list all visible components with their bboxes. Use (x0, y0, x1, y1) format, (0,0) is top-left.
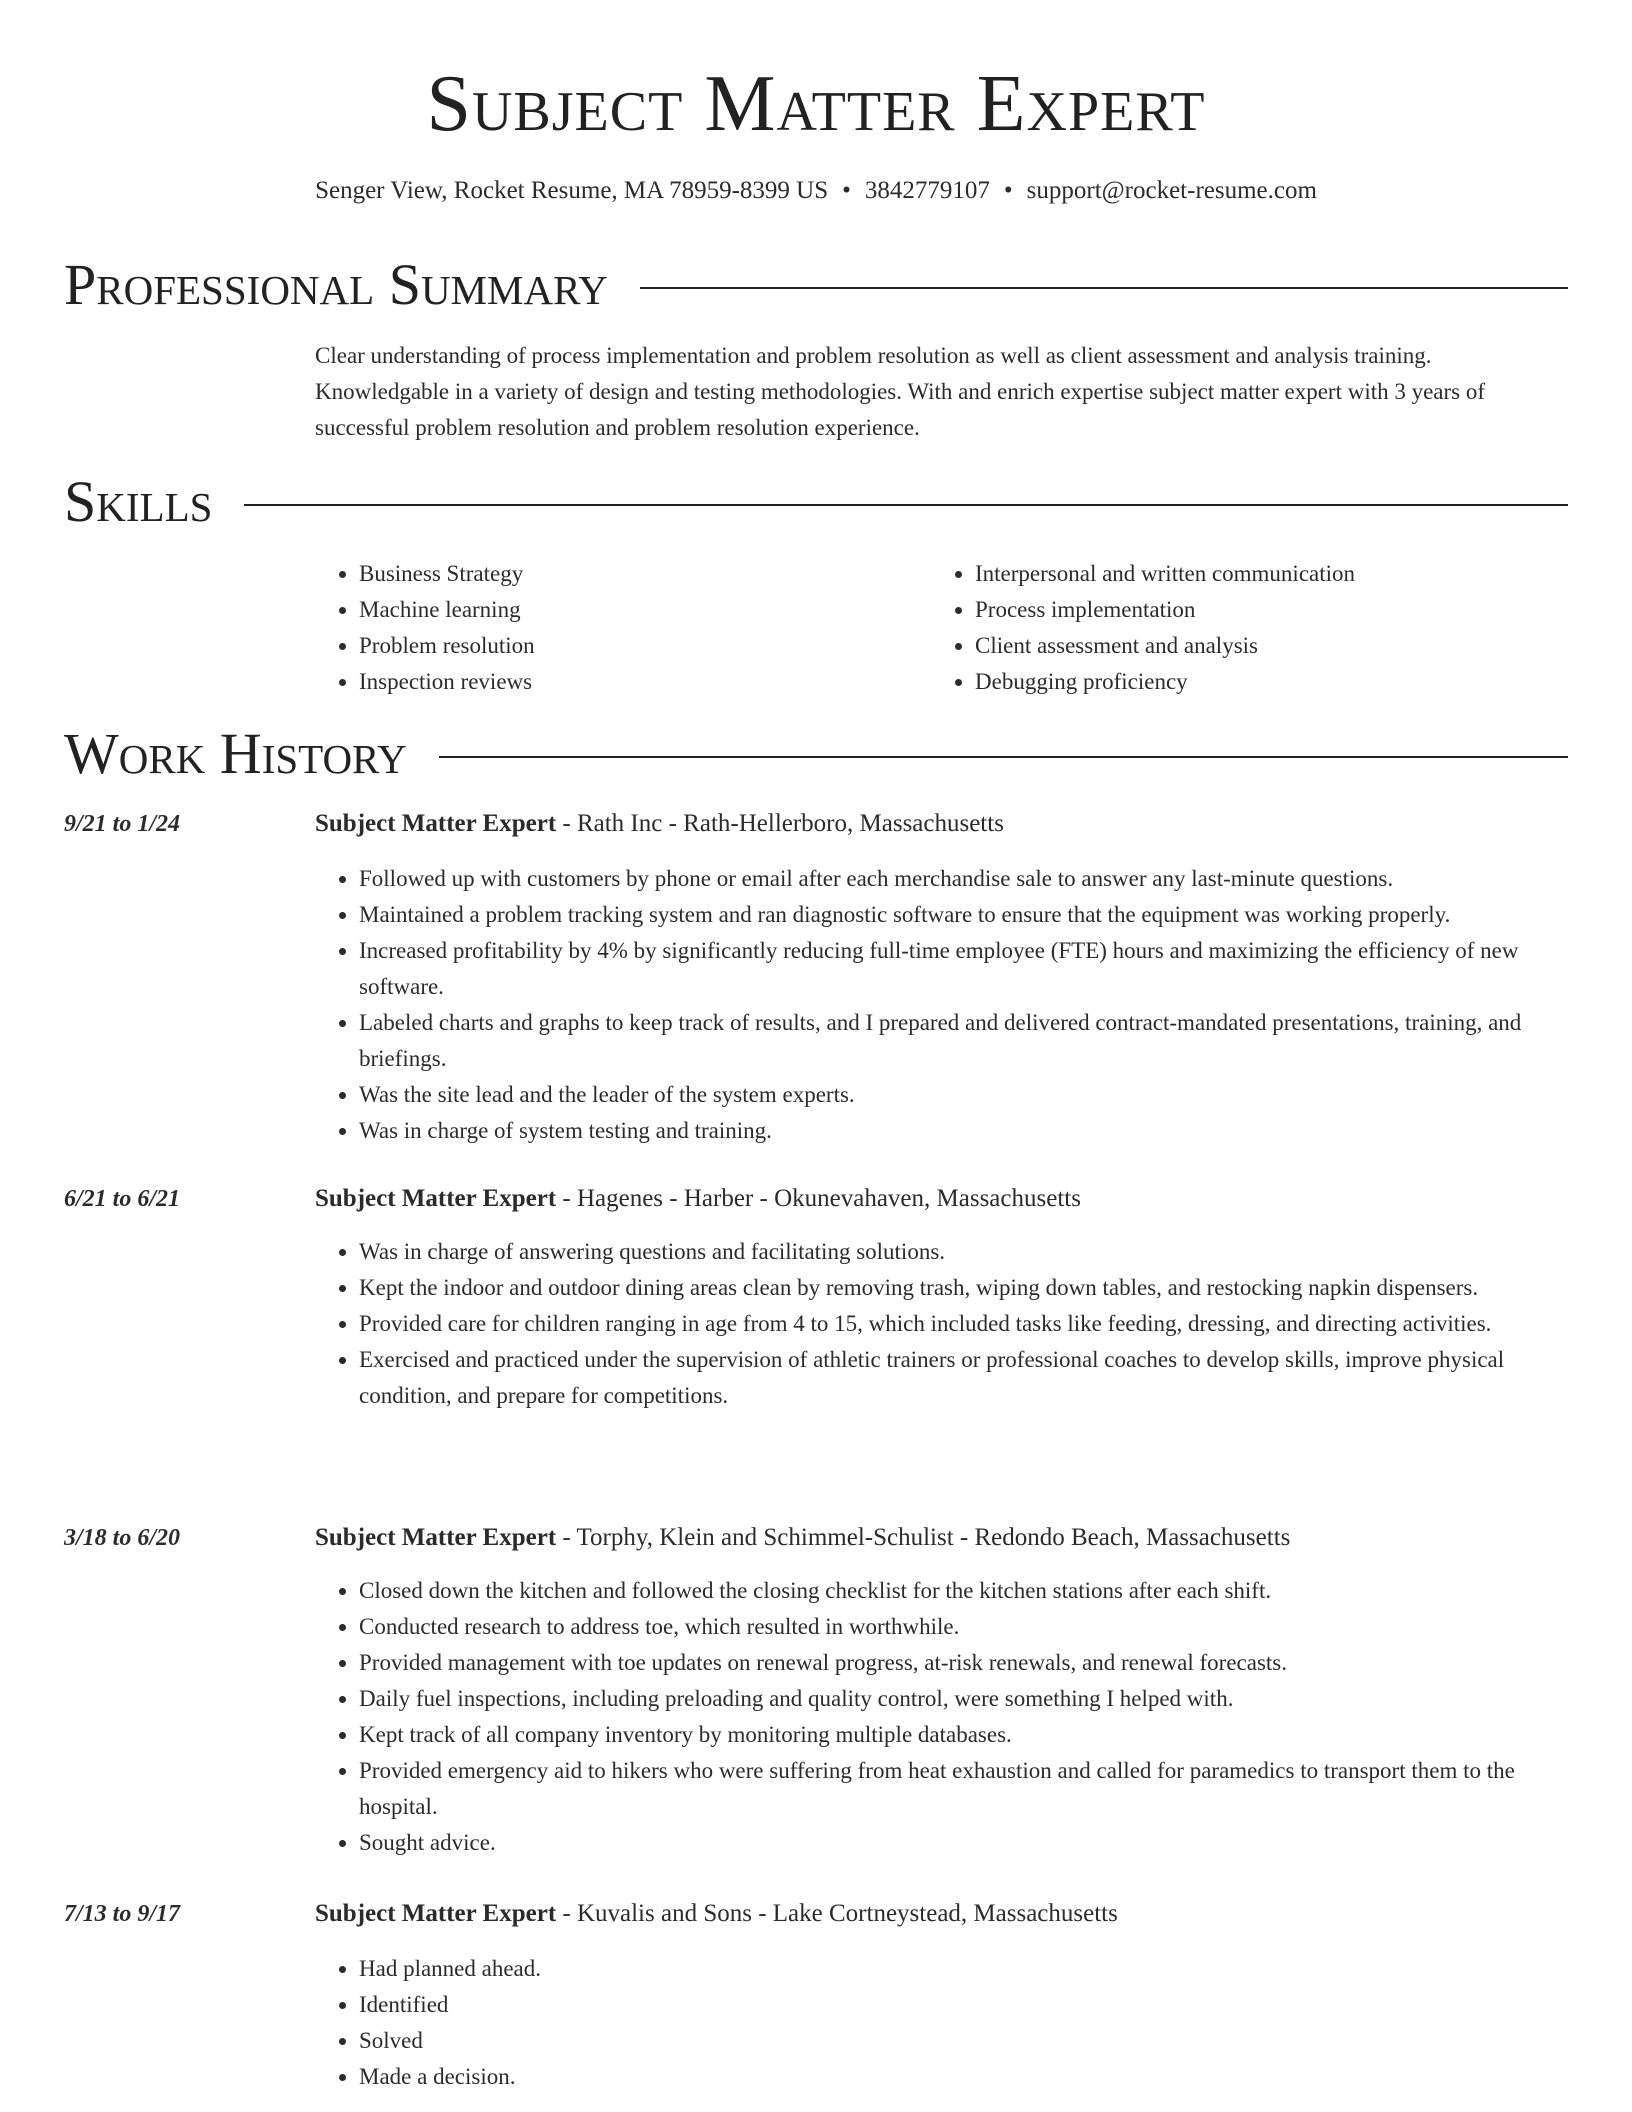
list-item: • Sought advice. (359, 1825, 1568, 1861)
skill-item: • Inspection reviews (359, 664, 931, 700)
skill-item: • Interpersonal and written communication (975, 556, 1547, 592)
job-bullets (315, 1573, 1568, 1861)
skills-column-left (315, 556, 931, 700)
phone: 3842779107 (864, 177, 990, 204)
list-item: • Maintained a problem tracking system and ran diagnostic software to ensure that the equipment was working properly. (359, 897, 1568, 933)
skills-list (315, 556, 1568, 700)
section-title: Professional Summary (64, 252, 608, 317)
list-item: • Identified (359, 1987, 1568, 2023)
list-item: • Was in charge of system testing and training. (359, 1113, 1568, 1149)
list-item: • Had planned ahead. (359, 1951, 1568, 1987)
list-item: • Kept the indoor and outdoor dining areas clean by removing trash, wiping down tables, and restocking napkin dispensers. (359, 1270, 1568, 1306)
list-item: • Provided emergency aid to hikers who were suffering from heat exhaustion and called for paramedics to transport them to the hospital. (359, 1753, 1568, 1825)
candidate-name: Subject Matter Expert (426, 60, 1206, 148)
list-item: • Closed down the kitchen and followed the closing checklist for the kitchen stations after each shift. (359, 1573, 1568, 1609)
separator: • (842, 177, 851, 204)
job-company: - Rath Inc - Rath-Hellerboro, Massachusetts (556, 810, 1004, 837)
skills-section-header (64, 469, 1568, 535)
address: Senger View, Rocket Resume, MA 78959-8399 US (315, 177, 829, 204)
list-item: • Made a decision. (359, 2059, 1568, 2095)
email-link[interactable]: support@rocket-resume.com (1026, 177, 1317, 204)
section-divider (640, 287, 1568, 289)
job-company: - Kuvalis and Sons - Lake Cortneystead, Massachusetts (556, 1900, 1118, 1927)
list-item: • Provided care for children ranging in age from 4 to 15, which included tasks like feeding, dressing, and directing activities. (359, 1306, 1568, 1342)
list-item: • Conducted research to address toe, which resulted in worthwhile. (359, 1609, 1568, 1645)
list-item: • Was in charge of answering questions and facilitating solutions. (359, 1234, 1568, 1270)
section-divider (439, 756, 1568, 758)
skill-item: • Business Strategy (359, 556, 931, 592)
contact-line (0, 175, 1632, 207)
summary-text: Clear understanding of process implementation and problem resolution as well as client assessment and analysis training. Knowledgable in a variety of design and testing methodologies. With and enrich expertise subject matter expert with 3 years of successful problem resolution and problem resolution experience. (315, 343, 1486, 440)
job-company: - Torphy, Klein and Schimmel-Schulist - Redondo Beach, Massachusetts (556, 1524, 1291, 1551)
section-title: Skills (64, 469, 213, 534)
skill-item: • Process implementation (975, 592, 1547, 628)
separator: • (1003, 177, 1013, 204)
job-heading (315, 1182, 1081, 1216)
job-bullets (315, 1951, 1568, 2095)
list-item: • Increased profitability by 4% by significantly reducing full-time employee (FTE) hours and maximizing the efficiency of new software. (359, 933, 1568, 1005)
list-item: • Kept track of all company inventory by monitoring multiple databases. (359, 1717, 1568, 1753)
list-item: • Exercised and practiced under the supervision of athletic trainers or professional coaches to develop skills, improve physical condition, and prepare for competitions. (359, 1342, 1568, 1414)
job-title: Subject Matter Expert (315, 1185, 557, 1212)
job-title: Subject Matter Expert (315, 1524, 557, 1551)
job-dates: 3/18 to 6/20 (64, 1525, 181, 1551)
list-item: • Labeled charts and graphs to keep track of results, and I prepared and delivered contract-mandated presentations, training, and briefings. (359, 1005, 1568, 1077)
skill-item: • Machine learning (359, 592, 931, 628)
skill-item: • Client assessment and analysis (975, 628, 1547, 664)
skills-column-right (931, 556, 1547, 700)
section-divider (244, 504, 1568, 506)
job-bullets (315, 861, 1568, 1149)
skill-item: • Debugging proficiency (975, 664, 1547, 700)
job-bullets (315, 1234, 1568, 1414)
list-item: • Followed up with customers by phone or email after each merchandise sale to answer any last-minute questions. (359, 861, 1568, 897)
list-item: • Solved (359, 2023, 1568, 2059)
job-dates: 9/21 to 1/24 (64, 811, 181, 837)
job-heading (315, 1897, 1118, 1931)
job-company: - Hagenes - Harber - Okunevahaven, Massachusetts (556, 1185, 1081, 1212)
section-title: Work History (64, 721, 407, 786)
job-dates: 6/21 to 6/21 (64, 1186, 181, 1212)
job-dates: 7/13 to 9/17 (64, 1901, 181, 1927)
list-item: • Provided management with toe updates on renewal progress, at-risk renewals, and renewal forecasts. (359, 1645, 1568, 1681)
job-title: Subject Matter Expert (315, 810, 557, 837)
job-heading (315, 807, 1004, 841)
job-title: Subject Matter Expert (315, 1900, 557, 1927)
work-section-header (64, 721, 1568, 787)
list-item: • Daily fuel inspections, including preloading and quality control, were something I helped with. (359, 1681, 1568, 1717)
job-heading (315, 1521, 1290, 1555)
list-item: • Was the site lead and the leader of the system experts. (359, 1077, 1568, 1113)
summary-section-header (64, 252, 1568, 318)
skill-item: • Problem resolution (359, 628, 931, 664)
